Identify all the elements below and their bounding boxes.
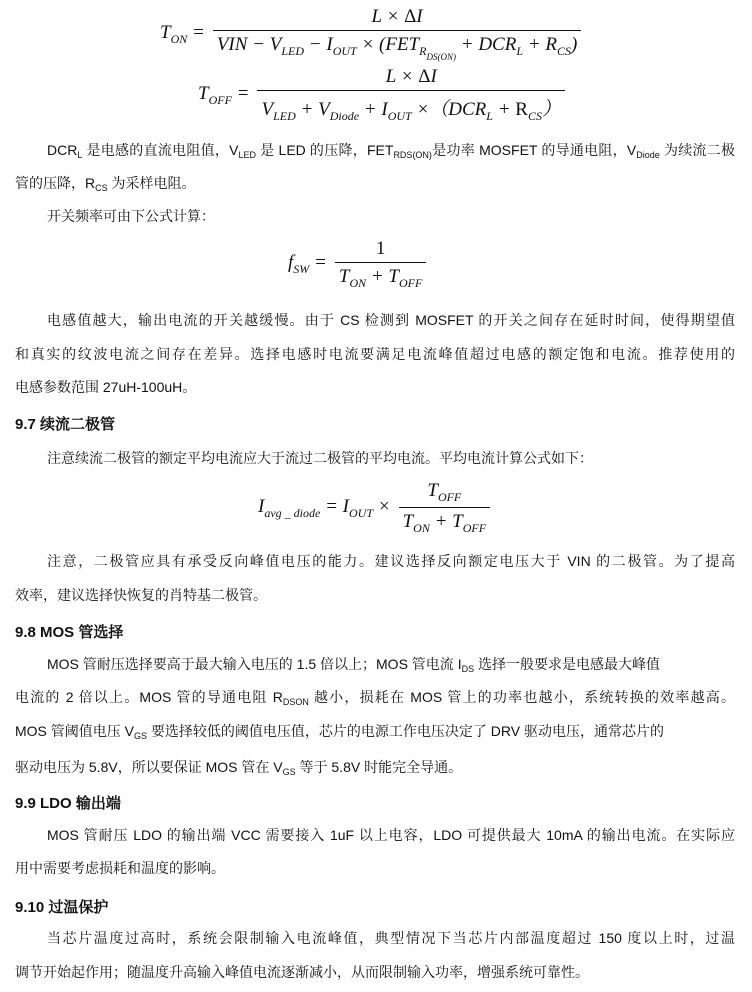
section-heading: 9.10 过温保护	[15, 899, 109, 916]
paragraph-line: 当芯片温度过高时，系统会限制输入电流峰值，典型情况下当芯片内部温度超过 150 度以上时，过温	[47, 930, 735, 946]
subscript: OFF	[462, 521, 487, 535]
numerator: $T_{OFF}$	[427, 480, 462, 504]
denominator: $T_{ON} + T_{OFF}$	[335, 262, 426, 291]
subscript: DS(ON)	[426, 52, 456, 62]
italic-text: T	[160, 21, 171, 43]
paragraph-line: 管的压降，$R_{CS}$ 为采样电阻。	[15, 175, 196, 193]
section-heading: 9.9 LDO 输出端	[15, 795, 121, 812]
formula-lhs: $T_{ON}$ =	[160, 21, 205, 46]
paragraph-line: MOS 管耐压选择要高于最大输入电压的 1.5 倍以上；MOS 管电流 $I_{DS}$ 选择一般要求是电感最大峰值	[47, 656, 660, 674]
paragraph-line: 调节开始起作用；随温度升高输入峰值电流逐渐减小，从而限制输入功率，增强系统可靠性。	[15, 964, 589, 980]
subscript: avg _ diode	[264, 505, 321, 520]
paragraph-line: 注意续流二极管的额定平均电流应大于流过二极管的平均电流。平均电流计算公式如下：	[47, 450, 593, 466]
subscript: ON	[349, 276, 367, 290]
subscript: RDS(ON)	[419, 44, 456, 62]
fraction	[335, 238, 426, 291]
paragraph-line: 用中需要考虑损耗和温度的影响。	[15, 860, 225, 876]
subscript: Diode	[329, 109, 360, 123]
subscript: OUT	[348, 505, 373, 520]
fraction	[257, 66, 565, 124]
subscript: OFF	[399, 276, 423, 290]
formula-lhs: $f_{SW}$ =	[288, 252, 327, 276]
paragraph-line: 开关频率可由下公式计算：	[47, 208, 215, 224]
roman-text: 1	[375, 238, 386, 259]
paragraph-line: 和真实的纹波电流之间存在差异。选择电感时电流要满足电流峰值超过电感的额定饱和电流。推荐使用的	[15, 346, 735, 362]
paragraph-line: 电感参数范围 27uH-100uH。	[15, 379, 197, 395]
subscript: SW	[293, 262, 310, 276]
subscript: L	[516, 44, 524, 58]
fraction	[213, 6, 581, 62]
subscript: CS	[95, 183, 108, 193]
formula-t-off	[198, 66, 565, 124]
paragraph-line: MOS 管耐压 LDO 的输出端 VCC 需要接入 1uF 以上电容，LDO 可提供最大 10mA 的输出电流。在实际应	[47, 827, 735, 843]
formula-i-avg-diode	[258, 480, 490, 536]
subscript: OUT	[332, 44, 357, 58]
formula-lhs: $T_{OFF}$ =	[198, 82, 250, 107]
subscript: L	[77, 150, 83, 160]
subscript: LED	[238, 150, 256, 160]
paragraph-line: 注意，二极管应具有承受反向峰值电压的能力。建议选择反向额定电压大于 VIN 的二极管。为了提高	[47, 553, 735, 569]
subscript: DS	[461, 664, 475, 674]
subscript: GS	[282, 767, 296, 777]
subscript: OFF	[437, 490, 462, 504]
formula-t-on	[160, 6, 581, 62]
roman-text: Δ	[404, 6, 417, 27]
subscript: GS	[134, 731, 148, 741]
paragraph-line: 效率，建议选择快恢复的肖特基二极管。	[15, 587, 267, 603]
subscript: LED	[273, 109, 296, 123]
paragraph-line: 电感值越大，输出电流的开关越缓慢。由于 CS 检测到 MOSFET 的开关之间存在延时时间，使得期望值	[47, 312, 735, 328]
numerator	[372, 238, 390, 262]
numerator: L × ΔI	[385, 66, 437, 87]
subscript: OFF	[208, 92, 232, 107]
paragraph-line: MOS 管阈值电压 $V_{GS}$ 要选择较低的阈值电压值，芯片的电源工作电压决定了 DRV 驱动电压，通常芯片的	[15, 723, 665, 741]
roman-text: R	[515, 99, 528, 120]
section-heading: 9.7 续流二极管	[15, 416, 116, 433]
subscript: Diode	[636, 150, 660, 160]
subscript: DSON	[282, 697, 309, 707]
fraction	[399, 480, 490, 536]
section-heading: 9.8 MOS 管选择	[15, 624, 124, 641]
formula-f-sw	[288, 238, 426, 291]
denominator: $V_{LED} + V_{Diode} + I_{OUT} \times(DCR_L + R_{CS})$	[257, 90, 565, 124]
paragraph-line: 电流的 2 倍以上。MOS 管的导通电阻 $R_{DSON}$ 越小，损耗在 MOS 管上的功率也越小，系统转换的效率越高。	[15, 689, 735, 707]
subscript: L	[486, 109, 493, 123]
paragraph-line: $DCR_L$ 是电感的直流电阻值，$V_{LED}$ 是 LED 的压降，$FET_{RDS(ON)}$是功率 MOSFET 的导通电阻，$V_{Diode}$ 为续流二极	[47, 142, 735, 160]
denominator: $T_{ON} + T_{OFF}$	[399, 507, 490, 536]
subscript: LED	[281, 44, 305, 58]
subscript: OUT	[387, 109, 412, 123]
subscript: ON	[413, 521, 430, 535]
paragraph-line: 驱动电压为 5.8V，所以要保证 MOS 管在 $V_{GS}$ 等于 5.8V 时能完全导通。	[15, 759, 463, 777]
numerator: L × ΔI	[371, 6, 423, 27]
roman-text: Δ	[418, 66, 431, 87]
denominator: VIN − $V_{LED} - I_{OUT} \times (FET_{R_{DS(ON)}} + DCR_L + R_{CS})$	[213, 30, 581, 62]
subscript: RDS(ON)	[393, 150, 432, 160]
formula-lhs: $I_{avg \_ diode} = I_{OUT}$ ×	[258, 495, 391, 520]
subscript: CS	[527, 109, 542, 123]
subscript: ON	[170, 31, 188, 46]
subscript: CS	[556, 44, 571, 58]
